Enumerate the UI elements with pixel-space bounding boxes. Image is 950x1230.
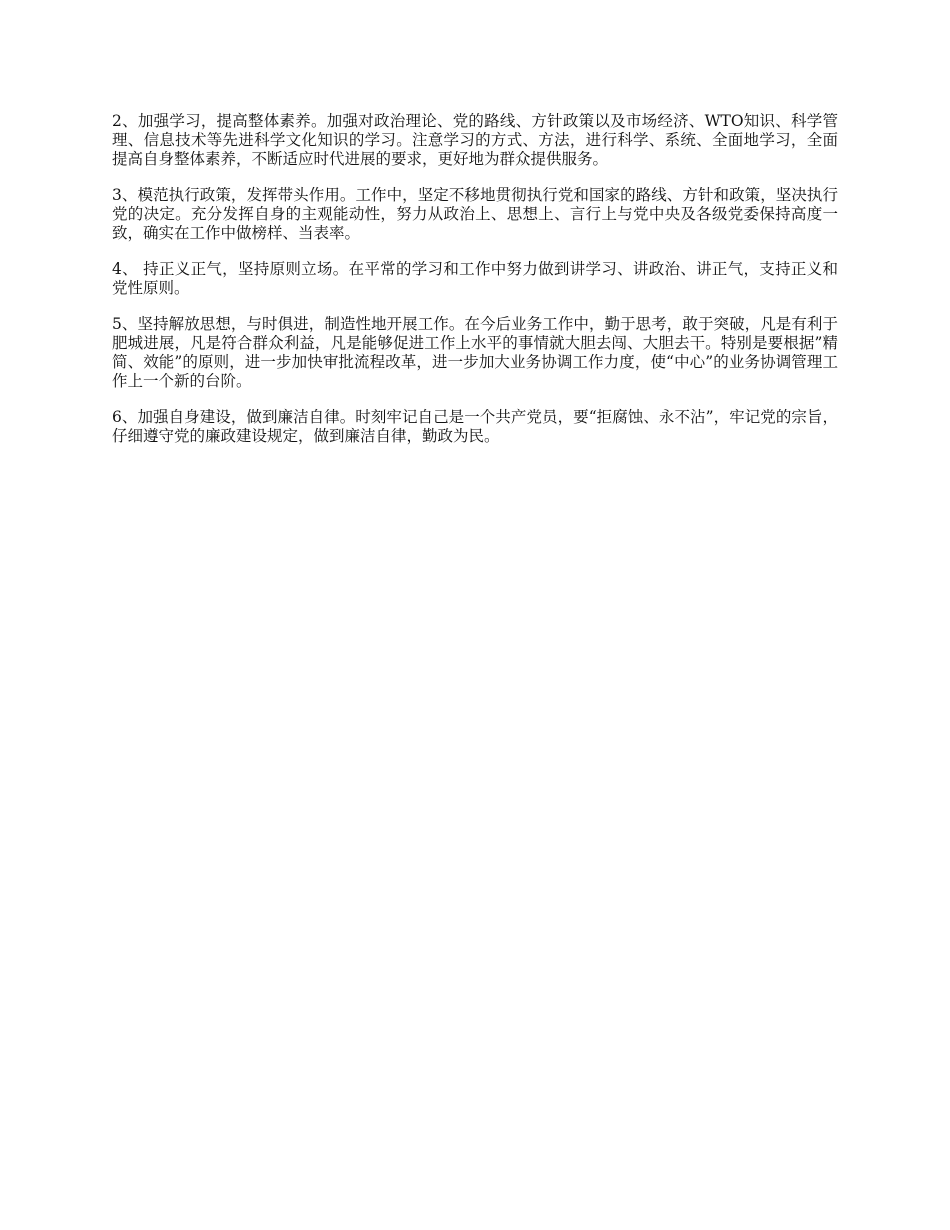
paragraph-5: 5、坚持解放思想，与时俱进，制造性地开展工作。在今后业务工作中，勤于思考，敢于突破，凡是有利于肥城进展，凡是符合群众利益，凡是能够促进工作上水平的事情就大胆去闯、大胆去干。特别是要根据”精简、效能”的原则，进一步加快审批流程改革，进一步加大业务协调工作力度，使“中心”的业务协调管理工作上一个新的台阶。 [112,315,838,390]
paragraph-3: 3、模范执行政策，发挥带头作用。工作中，坚定不移地贯彻执行党和国家的路线、方针和政策，坚决执行党的决定。充分发挥自身的主观能动性，努力从政治上、思想上、言行上与党中央及各级党委保持高度一致，确实在工作中做榜样、当表率。 [112,186,838,242]
paragraph-6: 6、加强自身建设，做到廉洁自律。时刻牢记自己是一个共产党员，要“拒腐蚀、永不沾”，牢记党的宗旨，仔细遵守党的廉政建设规定，做到廉洁自律，勤政为民。 [112,408,838,445]
paragraph-2: 2、加强学习，提高整体素养。加强对政治理论、党的路线、方针政策以及市场经济、WTO知识、科学管理、信息技术等先进科学文化知识的学习。注意学习的方式、方法，进行科学、系统、全面地学习，全面提高自身整体素养，不断适应时代进展的要求，更好地为群众提供服务。 [112,112,838,168]
document-body [112,112,838,463]
paragraph-4: 4、 持正义正气，坚持原则立场。在平常的学习和工作中努力做到讲学习、讲政治、讲正气，支持正义和党性原则。 [112,260,838,297]
